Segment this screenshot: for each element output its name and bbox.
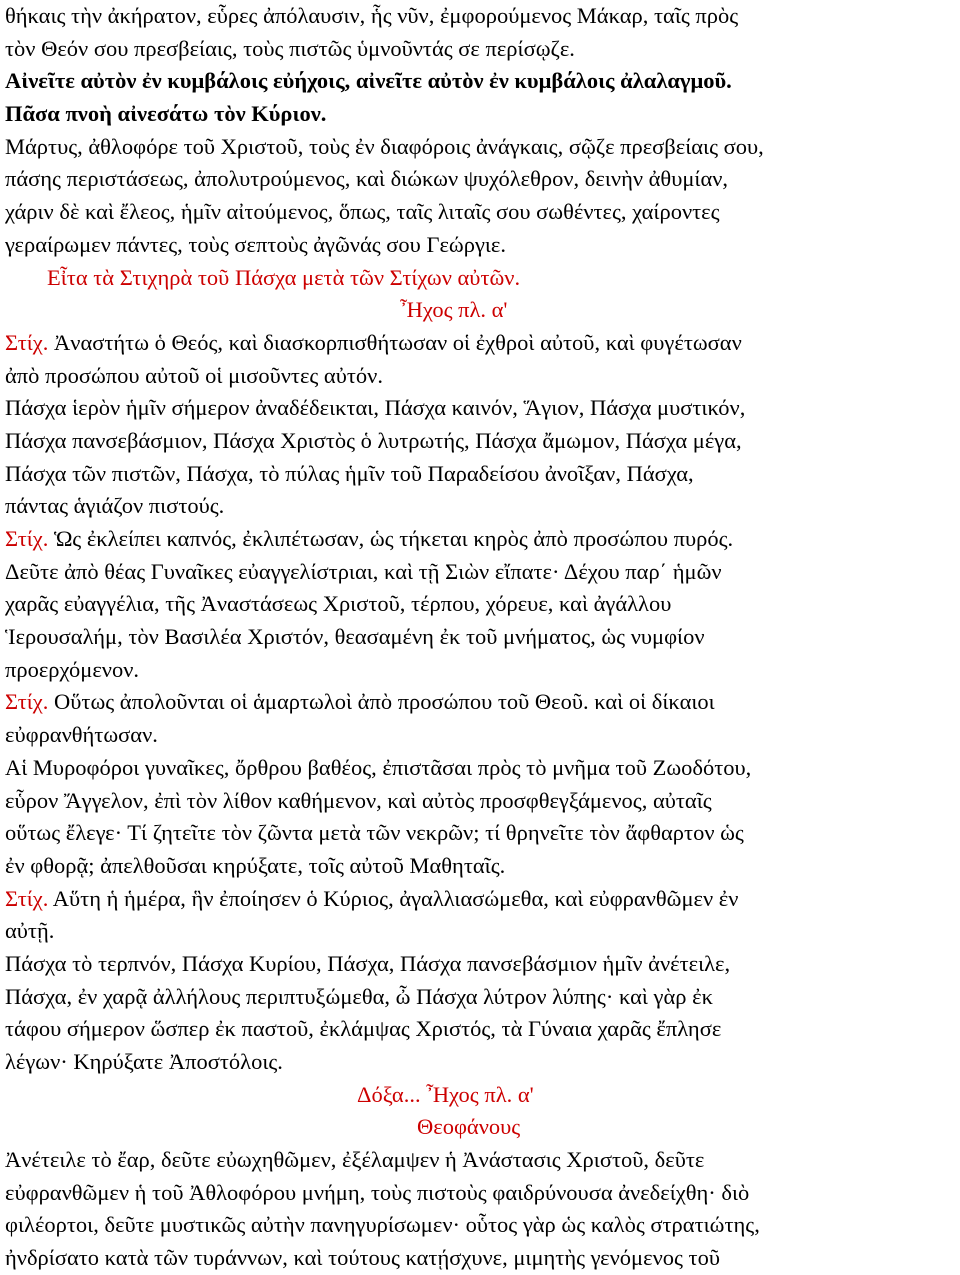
stich-label: Στίχ. — [5, 689, 49, 715]
text-line: γεραίρωμεν πάντες, τοὺς σεπτοὺς ἀγῶνάς σου Γεώργιε. — [5, 231, 507, 257]
stich-text: Αὕτη ἡ ἡμέρα, ἣν ἐποίησεν ὁ Κύριος, ἀγαλλιασώμεθα, καὶ εὐφρανθῶμεν ἐν — [52, 885, 739, 911]
text-line: χάριν δὲ καὶ ἔλεος, ἡμῖν αἰτούμενος, ὅπως, ταῖς λιταῖς σου σωθέντες, χαίροντες — [5, 199, 720, 225]
text-line: τὸν Θεόν σου πρεσβείαις, τοὺς πιστῶς ὑμνοῦντάς σε περίσῳζε. — [5, 35, 575, 61]
doxa-heading: Δόξα... Ἦχος πλ. α' — [357, 1081, 534, 1107]
text-line: Πάσχα τὸ τερπνόν, Πάσχα Κυρίου, Πάσχα, Πάσχα πανσεβάσμιον ἡμῖν ἀνέτειλε, — [5, 950, 731, 976]
stich-label: Στίχ. — [5, 526, 49, 551]
text-line: Αἱ Μυροφόροι γυναῖκες, ὄρθρου βαθέος, ἐπιστᾶσαι πρὸς τὸ μνῆμα τοῦ Ζωοδότου, — [5, 754, 752, 780]
text-line: αὐτῇ. — [5, 918, 55, 944]
text-line: οὕτως ἔλεγε· Τί ζητεῖτε τὸν ζῶντα μετὰ τῶν νεκρῶν; τί θρηνεῖτε τὸν ἄφθαρτον ὡς — [5, 820, 744, 846]
stich-line — [5, 686, 957, 719]
text-line: τάφου σήμερον ὥσπερ ἐκ παστοῦ, ἐκλάμψας Χριστός, τὰ Γύναια χαρᾶς ἔπλησε — [5, 1016, 722, 1042]
stich-line — [5, 327, 957, 360]
stich-line — [5, 523, 957, 556]
text-line: Ἀνέτειλε τὸ ἔαρ, δεῦτε εὐωχηθῶμεν, ἐξέλαμψεν ἡ Ἀνάστασις Χριστοῦ, δεῦτε — [5, 1147, 705, 1173]
text-line: εὐφρανθῶμεν ἡ τοῦ Ἀθλοφόρου μνήμη, τοὺς πιστοὺς φαιδρύνουσα ἀνεδείχθη· διὸ — [5, 1179, 750, 1205]
document-page — [5, 0, 957, 1275]
author-heading: Θεοφάνους — [417, 1114, 521, 1140]
text-line: ἐν φθορᾷ; ἀπελθοῦσαι κηρύξατε, τοῖς αὐτοῦ Μαθηταῖς. — [5, 852, 506, 878]
text-line: Μάρτυς, ἀθλοφόρε τοῦ Χριστοῦ, τοὺς ἐν διαφόροις ἀνάγκαις, σῷζε πρεσβείαις σου, — [5, 133, 764, 159]
text-line: ἠνδρίσατο κατὰ τῶν τυράννων, καὶ τούτους κατῄσχυνε, μιμητὴς γενόμενος τοῦ — [5, 1245, 720, 1271]
text-line: πάσης περιστάσεως, ἀπολυτρούμενος, καὶ διώκων ψυχόλεθρον, δεινὴν ἀθυμίαν, — [5, 166, 729, 192]
stich-text: Οὕτως ἀπολοῦνται οἱ ἁμαρτωλοὶ ἀπὸ προσώπου τοῦ Θεοῦ. καὶ οἱ δίκαιοι — [54, 689, 715, 715]
stich-text: Ὡς ἐκλείπει καπνός, ἐκλιπέτωσαν, ὡς τήκεται κηρὸς ἀπὸ προσώπου πυρός. — [54, 526, 734, 551]
text-line: χαρᾶς εὐαγγέλια, τῆς Ἀναστάσεως Χριστοῦ, τέρπου, χόρευε, καὶ ἀγάλλου — [5, 591, 672, 617]
verse-line-bold: Αἰνεῖτε αὐτὸν ἐν κυμβάλοις εὐήχοις, αἰνεῖτε αὐτὸν ἐν κυμβάλοις ἀλαλαγμοῦ. — [5, 68, 732, 94]
text-line: εὐφρανθήτωσαν. — [5, 722, 158, 748]
stich-label: Στίχ. — [5, 329, 49, 355]
text-line: πάντας ἁγιάζον πιστούς. — [5, 493, 225, 519]
text-line: ἀπὸ προσώπου αὐτοῦ οἱ μισοῦντες αὐτόν. — [5, 362, 383, 388]
verse-line-bold: Πᾶσα πνοὴ αἰνεσάτω τὸν Κύριον. — [5, 101, 327, 127]
text-line: Πάσχα ἱερὸν ἡμῖν σήμερον ἀναδέδεικται, Πάσχα καινόν, Ἅγιον, Πάσχα μυστικόν, — [5, 395, 746, 421]
stich-text: Ἀναστήτω ὁ Θεός, καὶ διασκορπισθήτωσαν οἱ ἐχθροὶ αὐτοῦ, καὶ φυγέτωσαν — [54, 329, 742, 355]
tone-heading: Ἦχος πλ. α' — [400, 297, 508, 323]
text-line: φιλέορτοι, δεῦτε μυστικῶς αὐτὴν πανηγυρίσωμεν· οὗτος γὰρ ὡς καλὸς στρατιώτης, — [5, 1212, 760, 1238]
text-line: προερχόμενον. — [5, 656, 139, 682]
stich-line — [5, 883, 957, 916]
text-line: Πάσχα, ἐν χαρᾷ ἀλλήλους περιπτυξώμεθα, ὦ Πάσχα λύτρον λύπης· καὶ γὰρ ἐκ — [5, 983, 713, 1009]
rubric-heading: Εἶτα τὰ Στιχηρὰ τοῦ Πάσχα μετὰ τῶν Στίχων αὐτῶν. — [47, 264, 521, 290]
text-line: Πάσχα τῶν πιστῶν, Πάσχα, τὸ πύλας ἡμῖν τοῦ Παραδείσου ἀνοῖξαν, Πάσχα, — [5, 460, 694, 486]
text-line: θήκαις τὴν ἀκήρατον, εὗρες ἀπόλαυσιν, ἧς νῦν, ἐμφορούμενος Μάκαρ, ταῖς πρὸς — [5, 3, 739, 28]
text-line: λέγων· Κηρύξατε Ἀποστόλοις. — [5, 1049, 283, 1074]
text-line: Πάσχα πανσεβάσμιον, Πάσχα Χριστὸς ὁ λυτρωτής, Πάσχα ἄμωμον, Πάσχα μέγα, — [5, 427, 742, 453]
stich-label: Στίχ. — [5, 885, 49, 911]
text-line: Δεῦτε ἀπὸ θέας Γυναῖκες εὐαγγελίστριαι, καὶ τῇ Σιὼν εἴπατε· Δέχου παρ΄ ἡμῶν — [5, 558, 722, 584]
text-line: Ἱερουσαλήμ, τὸν Βασιλέα Χριστόν, θεασαμένη ἐκ τοῦ μνήματος, ὡς νυμφίον — [5, 624, 705, 650]
text-line: εὗρον Ἄγγελον, ἐπὶ τὸν λίθον καθήμενον, καὶ αὐτὸς προσφθεγξάμενος, αὐταῖς — [5, 787, 712, 813]
